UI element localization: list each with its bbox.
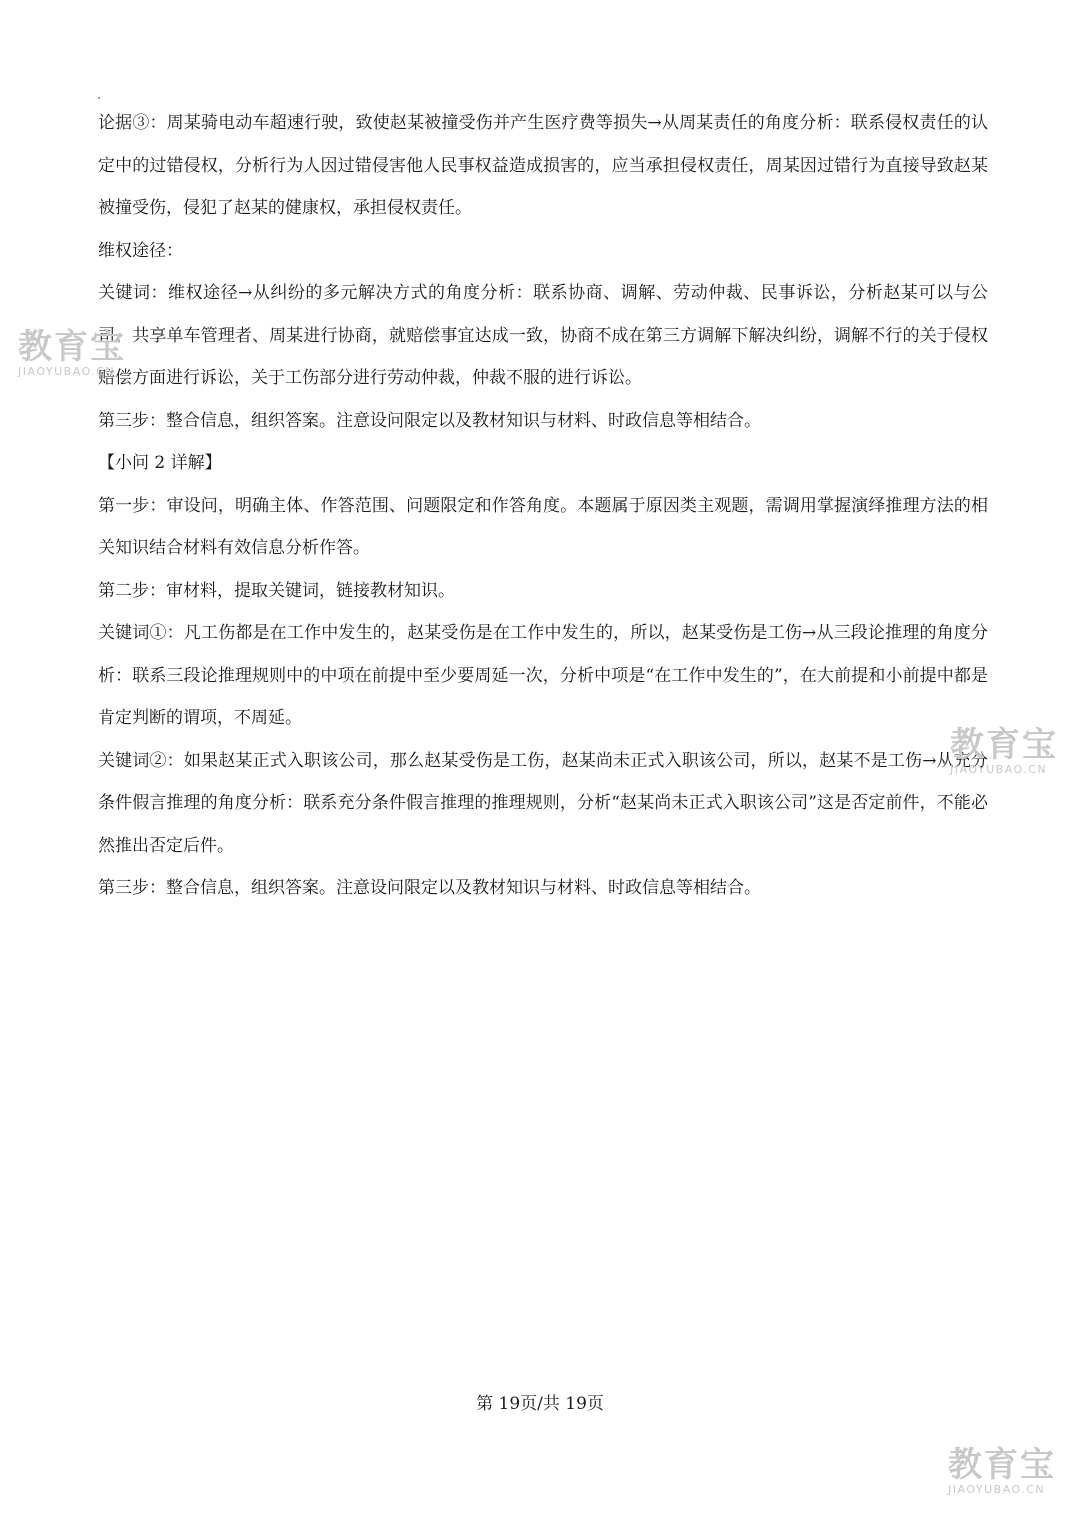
page-footer: 第 19页/共 19页	[476, 1394, 604, 1414]
watermark-text-en: JIAOYUBAO.CN	[950, 763, 1048, 776]
document-body	[98, 102, 988, 910]
watermark-text-cn: 教育宝	[950, 725, 1058, 765]
watermark-text-en: JIAOYUBAO.CN	[948, 1483, 1046, 1496]
watermark-text-cn: 教育宝	[18, 327, 126, 367]
watermark-logo-bottom	[948, 1445, 1056, 1496]
section-label-rights-path: 维权途径：	[98, 240, 183, 261]
paragraph-keyword-1: 关键词①：凡工伤都是在工作中发生的，赵某受伤是在工作中发生的，所以，赵某受伤是工伤→从三段论推理的角度分析：联系三段论推理规则中的中项在前提中至少要周延一次，分析中项是“在工作中发生的”，在大前提和小前提中都是肯定判断的谓项，不周延。	[98, 623, 988, 728]
watermark-text-en: JIAOYUBAO.CN	[18, 365, 116, 378]
paragraph-step-3-second: 第三步：整合信息，组织答案。注意设问限定以及教材知识与材料、时政信息等相结合。	[98, 878, 761, 898]
paragraph-step-3-first: 第三步：整合信息，组织答案。注意设问限定以及教材知识与材料、时政信息等相结合。	[98, 410, 761, 431]
paragraph-step-1: 第一步：审设问，明确主体、作答范围、问题限定和作答角度。本题属于原因类主观题，需调用掌握演绎推理方法的相关知识结合材料有效信息分析作答。	[98, 495, 988, 558]
watermark-text-cn: 教育宝	[948, 1445, 1056, 1485]
paragraph-argument-3: 论据③：周某骑电动车超速行驶，致使赵某被撞受伤并产生医疗费等损失→从周某责任的角度分析：联系侵权责任的认定中的过错侵权，分析行为人因过错侵害他人民事权益造成损害的，应当承担侵权责任，周某因过错行为直接导致赵某被撞受伤，侵犯了赵某的健康权，承担侵权责任。	[98, 113, 988, 218]
paragraph-keyword-rights-path: 关键词：维权途径→从纠纷的多元解决方式的角度分析：联系协商、调解、劳动仲裁、民事诉讼，分析赵某可以与公司、共享单车管理者、周某进行协商，就赔偿事宜达成一致，协商不成在第三方调解下解决纠纷，调解不行的关于侵权赔偿方面进行诉讼，关于工伤部分进行劳动仲裁，仲裁不服的进行诉讼。	[98, 283, 988, 388]
section-heading-question-2: 【小问 2 详解】	[98, 453, 222, 473]
paragraph-step-2: 第二步：审材料，提取关键词，链接教材知识。	[98, 580, 455, 601]
page-mark	[98, 97, 100, 99]
paragraph-keyword-2: 关键词②：如果赵某正式入职该公司，那么赵某受伤是工伤，赵某尚未正式入职该公司，所以，赵某不是工伤→从充分条件假言推理的角度分析：联系充分条件假言推理的推理规则，分析“赵某尚未正式入职该公司”这是否定前件，不能必然推出否定后件。	[98, 750, 988, 856]
